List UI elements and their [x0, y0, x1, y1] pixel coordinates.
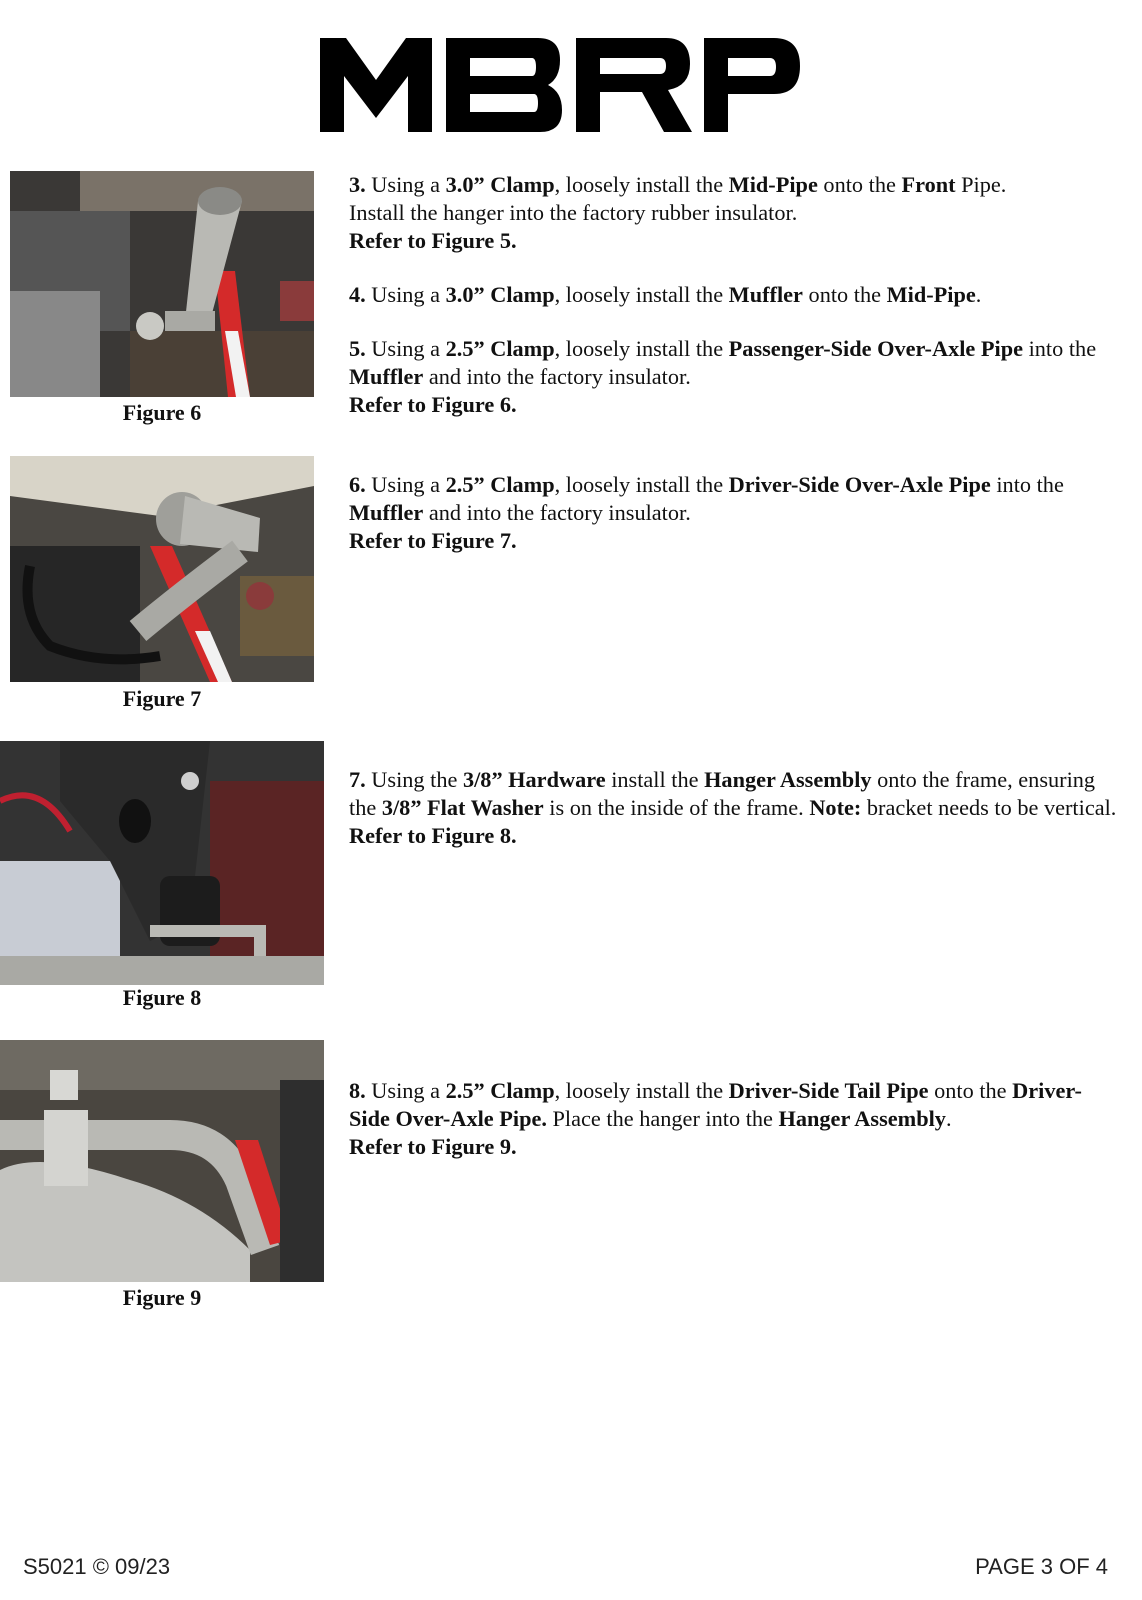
step-number: 4.: [349, 282, 366, 307]
figure-7-caption: Figure 7: [122, 686, 202, 711]
step-number: 5.: [349, 336, 366, 361]
figure-6-caption: Figure 6: [122, 400, 202, 425]
step-number: 8.: [349, 1078, 366, 1103]
figure-9-caption: Figure 9: [122, 1285, 202, 1310]
step-3: 3. Using a 3.0” Clamp, loosely install the Mid-Pipe onto the Front Pipe. Install the hanger into the factory rubber insulator. Refer to Figure 5.: [349, 171, 1119, 255]
figure-8-caption: Figure 8: [122, 985, 202, 1010]
step-number: 3.: [349, 172, 366, 197]
step-7: 7. Using the 3/8” Hardware install the Hanger Assembly onto the frame, ensuring the 3/8” Flat Washer is on the inside of the frame. Note: bracket needs to be vertical. Refer to Figure 8.: [349, 767, 1117, 848]
step-4: 4. Using a 3.0” Clamp, loosely install the Muffler onto the Mid-Pipe.: [349, 282, 982, 307]
figure-6-photo: [10, 171, 314, 397]
step-8: 8. Using a 2.5” Clamp, loosely install the Driver-Side Tail Pipe onto the Driver-Side Over-Axle Pipe. Place the hanger into the Hanger Assembly. Refer to Figure 9.: [349, 1078, 1082, 1159]
figure-9-photo: [0, 1040, 324, 1282]
figure-8-photo: [0, 741, 324, 985]
step-5-ref: Refer to Figure 6.: [349, 392, 517, 417]
footer-doc-code: S5021 © 09/23: [23, 1554, 171, 1579]
step-number: 6.: [349, 472, 366, 497]
step-5: 5. Using a 2.5” Clamp, loosely install the Passenger-Side Over-Axle Pipe into the Muffler and into the factory insulator. Refer to Figure 6.: [349, 336, 1097, 417]
step-6: 6. Using a 2.5” Clamp, loosely install the Driver-Side Over-Axle Pipe into the Muffler and into the factory insulator. Refer to Figure 7.: [349, 472, 1064, 553]
footer-page-number: PAGE 3 OF 4: [975, 1554, 1108, 1579]
step-8-ref: Refer to Figure 9.: [349, 1134, 517, 1159]
figure-7-photo: [10, 456, 314, 682]
step-6-ref: Refer to Figure 7.: [349, 528, 517, 553]
step-number: 7.: [349, 767, 366, 792]
step-3-line2: Install the hanger into the factory rubber insulator.: [349, 200, 798, 225]
step-3-ref: Refer to Figure 5.: [349, 228, 517, 253]
step-7-ref: Refer to Figure 8.: [349, 823, 517, 848]
mbrp-logo: [320, 38, 800, 132]
